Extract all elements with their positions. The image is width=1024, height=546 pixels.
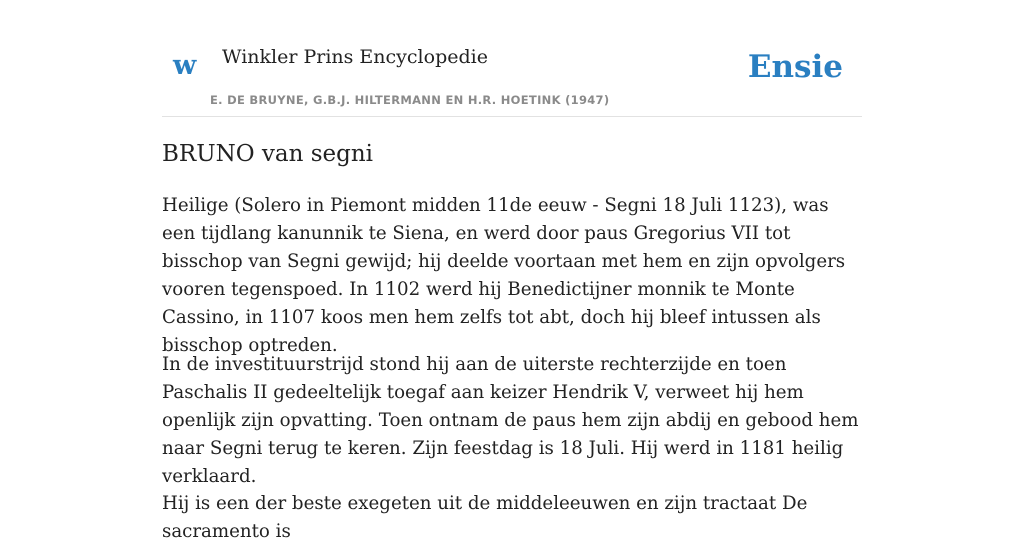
page — [162, 0, 862, 542]
article-paragraph: Hij is een der beste exegeten uit de middeleeuwen en zijn tractaat De sacramento is — [162, 493, 808, 542]
site-header — [162, 0, 862, 117]
publication-title[interactable]: Winkler Prins Encyclopedie — [222, 46, 488, 68]
article-title: BRUNO van segni — [162, 141, 374, 167]
article-paragraph: Heilige (Solero in Piemont midden 11de eeuw - Segni 18 Juli 1123), was een tijdlang kanunnik te Siena, en werd door paus Gregorius VII tot bisschop van Segni gewijd; hij deelde voortaan met hem en zijn opvolgers vooren tegenspoed. In 1102 werd hij Benedictijner monnik te Monte Cassino, in 1107 koos men hem zelfs tot abt, doch hij bleef intussen als bisschop optreden. — [162, 195, 846, 356]
publication-logo-icon[interactable]: w — [173, 50, 197, 81]
article-paragraph: In de investituurstrijd stond hij aan de uiterste rechterzijde en toen Paschalis II gedeeltelijk toegaf aan keizer Hendrik V, verweet hij hem openlijk zijn opvatting. Toen ontnam de paus hem zijn abdij en gebood hem naar Segni terug te keren. Zijn feestdag is 18 Juli. Hij werd in 1181 heilig verklaard. — [162, 354, 859, 487]
publication-authors: E. DE BRUYNE, G.B.J. HILTERMANN EN H.R. HOETINK (1947) — [210, 93, 610, 107]
ensie-brand-link[interactable]: Ensie — [747, 49, 843, 85]
